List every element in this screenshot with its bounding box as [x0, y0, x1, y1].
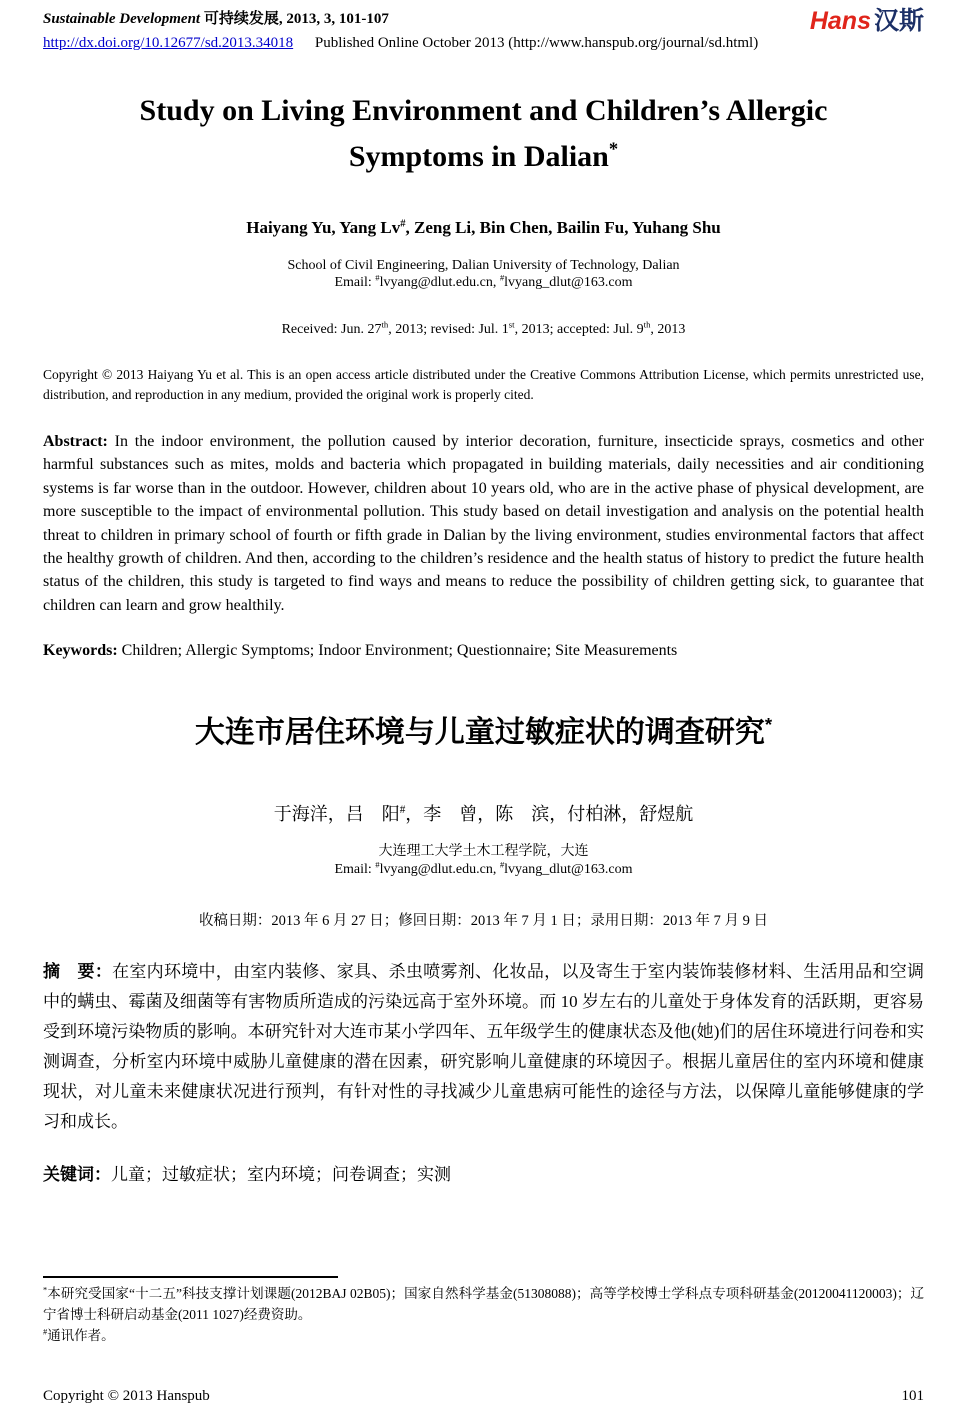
paper-title-zh: [43, 707, 924, 751]
abstract-label: Abstract:: [43, 433, 108, 450]
copyright-notice: Copyright © 2013 Haiyang Yu et al. This is an open access article distributed under the Creative Commons Attribution License, which permits unrestricted use, distribution, and reproduction in any medium, provided the original work is properly cited.: [43, 367, 924, 402]
authors-zh-part2: ，李 曾，陈 滨，付柏淋，舒煜航: [405, 804, 694, 825]
journal-header: [43, 7, 924, 52]
funding-footnote: [43, 1283, 924, 1325]
affiliation-zh: 大连理工大学土木工程学院，大连: [378, 844, 589, 860]
received-part3: , 2013; accepted: Jul. 9: [514, 322, 644, 337]
journal-doi-line: [43, 35, 758, 52]
paper-title-en-text: Study on Living Environment and Children’s Allergic Symptoms in Dalian: [139, 94, 828, 173]
keywords-zh-label: 关键词：: [43, 1165, 111, 1185]
abstract-zh-text: 在室内环境中，由室内装修、家具、杀虫喷雾剂、化妆品，以及寄生于室内装饰装修材料、生活用品和空调中的螨虫、霉菌及细菌等有害物质所造成的污染远高于室外环境。而 10 岁左右的儿童处于身体发育的活跃期，更容易受到环境污染物质的影响。本研究针对大连市某小学四年、五年级学生的健康状态及他(她)们的居住环境进行问卷和实测调查，分析室内环境中威胁儿童健康的潜在因素，研究影响儿童健康的环境因子。根据儿童居住的室内环境和健康现状，对儿童未来健康状况进行预判，有针对性的寻找减少儿童患病可能性的途径与方法，以保障儿童能够健康的学习和成长。: [43, 962, 925, 1132]
email-zh-address-1: lvyang@dlut.edu.cn,: [379, 862, 500, 878]
authors-en-part1: Haiyang Yu, Yang Lv: [246, 218, 401, 237]
authors-zh-mark: #: [399, 804, 406, 817]
hans-logo: [810, 9, 924, 34]
abstract-en: [43, 430, 924, 617]
journal-citation-line: [43, 7, 758, 28]
affiliation-zh-block: [43, 843, 924, 879]
authors-en: [43, 218, 924, 238]
corresponding-footnote-mark: #: [43, 1327, 48, 1337]
email-mark-1: #: [375, 272, 380, 283]
email-zh-mark-2: #: [499, 859, 505, 870]
keywords-zh-text: 儿童；过敏症状；室内环境；问卷调查；实测: [111, 1165, 451, 1185]
footer-copyright: Copyright © 2013 Hanspub: [43, 1388, 210, 1404]
footnote-divider: [43, 1276, 338, 1278]
email-zh-address-2: lvyang_dlut@163.com: [504, 862, 633, 878]
email-address-2: lvyang_dlut@163.com: [504, 275, 633, 290]
received-part2: , 2013; revised: Jul. 1: [388, 322, 509, 337]
paper-title-zh-text: 大连市居住环境与儿童过敏症状的调查研究: [194, 716, 765, 750]
footer-page-number: 101: [901, 1388, 924, 1404]
received-dates-en: [43, 319, 924, 338]
email-line-zh: [43, 861, 924, 879]
abstract-zh: [43, 957, 924, 1137]
received-part1: Received: Jun. 27: [281, 322, 382, 337]
affiliation-en-block: [43, 257, 924, 291]
keywords-text: Children; Allergic Symptoms; Indoor Environment; Questionnaire; Site Measurements: [117, 642, 678, 660]
funding-footnote-mark: *: [43, 1285, 48, 1295]
keywords-label: Keywords:: [43, 642, 118, 660]
corresponding-author-footnote: [43, 1325, 924, 1346]
journal-title-zh: 可持续发展, 2013, 3, 101-107: [203, 11, 389, 27]
funding-footnote-text: 本研究受国家“十二五”科技支撑计划课题(2012BAJ 02B05)；国家自然科学基金(51308088)；高等学校博士学科点专项科研基金(20120041120003)；辽宁省博士科研启动基金(2011 1027)经费资助。: [43, 1286, 924, 1322]
received-part4: , 2013: [650, 322, 686, 337]
received-sup2: st: [508, 319, 515, 330]
abstract-text: In the indoor environment, the pollution caused by interior decoration, furniture, insecticide sprays, cosmetics and other harmful substances such as mites, molds and bacteria which propagated in building materials, daily necessities and air conditioning systems is far worse than in the outdoor. However, children about 10 years old, who are in the active phase of physical development, are more susceptible to the impact of environmental pollution. This study based on detail investigation and analysis on the potential health threat to children in primary school of fourth or fifth grade in Dalian by the living environment, studies environmental factors that affect the healthy growth of children. And then, according to the children’s residence and the health status of history to predict the future health status of the children, this study is targeted to find ways and means to reduce the possibility of children getting sick, to guarantee that children can learn and grow healthily.: [43, 433, 924, 614]
email-zh-label: Email:: [334, 862, 376, 878]
authors-zh: [43, 800, 924, 826]
authors-en-part2: , Zeng Li, Bin Chen, Bailin Fu, Yuhang Shu: [405, 218, 721, 237]
abstract-zh-label: 摘 要：: [43, 962, 113, 982]
email-address-1: lvyang@dlut.edu.cn,: [379, 275, 500, 290]
received-sup1: th: [381, 319, 389, 330]
footnote-block: [43, 1276, 924, 1346]
authors-zh-part1: 于海洋，吕 阳: [273, 804, 400, 825]
hans-logo-latin: Hans: [809, 7, 871, 35]
hans-logo-chinese: 汉斯: [873, 7, 924, 35]
email-zh-mark-1: #: [375, 859, 380, 870]
paper-title-en: [89, 88, 879, 180]
email-line: [43, 274, 924, 291]
corresponding-footnote-text: 通讯作者。: [47, 1328, 115, 1343]
journal-title-en: Sustainable Development: [43, 11, 201, 27]
published-online-text: Published Online October 2013 (http://www.hanspub.org/journal/sd.html): [314, 35, 759, 51]
received-sup3: th: [643, 319, 651, 330]
email-mark-2: #: [499, 272, 505, 283]
received-dates-zh: 收稿日期：2013 年 6 月 27 日；修回日期：2013 年 7 月 1 日；录用日期：2013 年 7 月 9 日: [198, 913, 769, 930]
affiliation-en: School of Civil Engineering, Dalian University of Technology, Dalian: [287, 258, 680, 273]
journal-header-left: [43, 7, 758, 52]
page-footer: [43, 1388, 924, 1407]
title-zh-footnote-mark: *: [764, 714, 773, 736]
keywords-zh: [43, 1160, 924, 1185]
keywords-en: [43, 642, 924, 660]
title-footnote-mark: *: [608, 139, 619, 160]
email-label: Email:: [334, 275, 376, 290]
doi-link[interactable]: http://dx.doi.org/10.12677/sd.2013.34018: [43, 35, 294, 51]
corresponding-author-mark: #: [400, 218, 406, 230]
